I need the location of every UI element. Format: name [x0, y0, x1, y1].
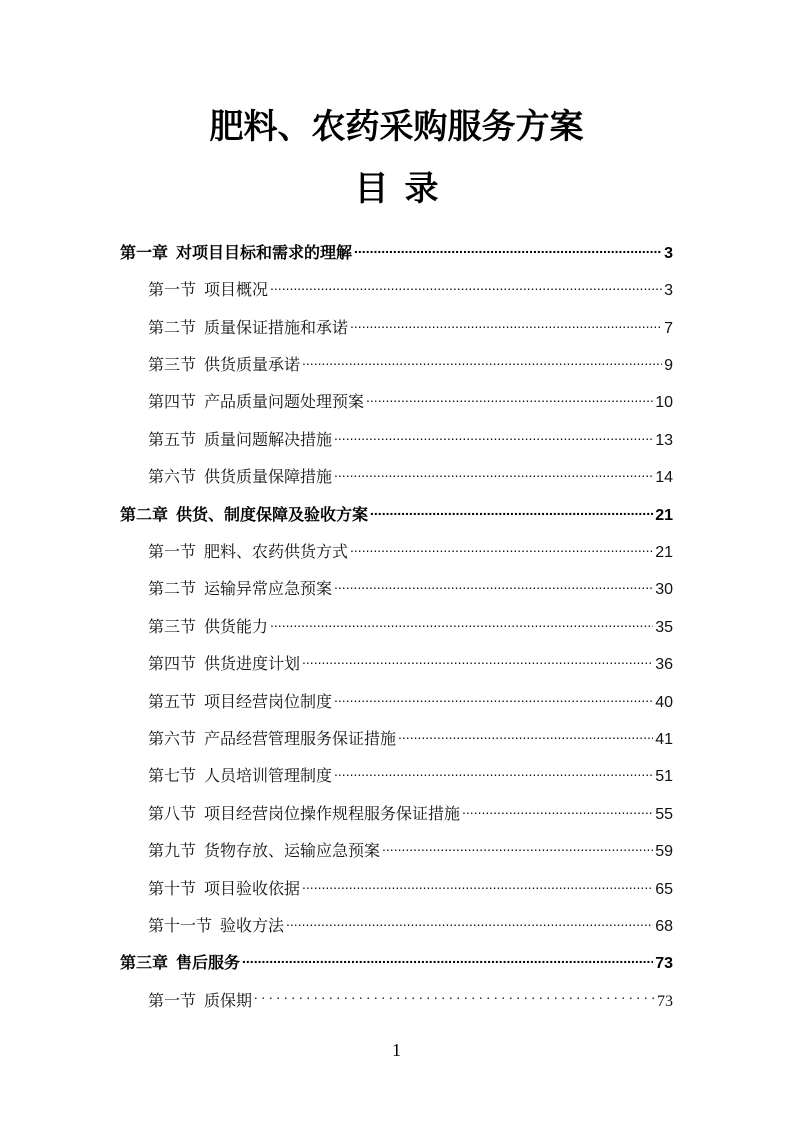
- dot-leader: [254, 980, 655, 1006]
- entry-number: 第三节: [148, 617, 197, 636]
- entry-page: 73: [657, 993, 673, 1010]
- entry-page: 9: [664, 357, 673, 374]
- toc-section[interactable]: [148, 755, 673, 785]
- toc-chapter-2[interactable]: [120, 494, 673, 524]
- dot-leader: [334, 681, 653, 707]
- entry-number: 第五节: [148, 430, 197, 449]
- dot-leader: [334, 568, 653, 594]
- entry-number: 第五节: [148, 692, 197, 711]
- entry-page: 59: [655, 843, 673, 860]
- toc-heading: [0, 166, 793, 212]
- entry-number: 第八节: [148, 804, 197, 823]
- entry-title: 质量保证措施和承诺: [204, 318, 349, 337]
- entry-title: 供货能力: [204, 617, 269, 636]
- entry-title: 项目经营岗位操作规程服务保证措施: [204, 804, 461, 823]
- entry-title: 项目经营岗位制度: [204, 692, 333, 711]
- document-title: 肥料、农药采购服务方案: [209, 107, 584, 147]
- entry-number: 第九节: [148, 841, 197, 860]
- entry-title: 供货进度计划: [204, 654, 301, 673]
- dot-leader: [334, 419, 653, 445]
- entry-number: 第六节: [148, 467, 197, 486]
- dot-leader: [334, 456, 653, 482]
- dot-leader: [350, 531, 653, 557]
- entry-page: 14: [655, 469, 673, 486]
- dot-leader: [270, 269, 662, 295]
- entry-number: 第一节: [148, 542, 197, 561]
- entry-title: 验收方法: [220, 916, 285, 935]
- toc-section[interactable]: [148, 718, 673, 748]
- dot-leader: [242, 942, 653, 968]
- toc-section[interactable]: [148, 419, 673, 449]
- toc-section[interactable]: [148, 344, 673, 374]
- entry-page: 21: [655, 507, 673, 524]
- entry-title: 人员培训管理制度: [204, 766, 333, 785]
- entry-page: 55: [655, 806, 673, 823]
- entry-page: 13: [655, 432, 673, 449]
- toc-section[interactable]: [148, 606, 673, 636]
- dot-leader: [366, 381, 653, 407]
- entry-title: 质量问题解决措施: [204, 430, 333, 449]
- entry-number: 第七节: [148, 766, 197, 785]
- entry-title: 质保期: [204, 991, 253, 1010]
- entry-page: 3: [664, 282, 673, 299]
- entry-title: 供货、制度保障及验收方案: [176, 505, 369, 524]
- entry-page: 41: [655, 731, 673, 748]
- toc-section[interactable]: [148, 531, 673, 561]
- toc-section[interactable]: [148, 568, 673, 598]
- entry-number: 第四节: [148, 392, 197, 411]
- dot-leader: [286, 905, 653, 931]
- dot-leader: [302, 643, 653, 669]
- entry-number: 第二章: [120, 505, 169, 524]
- entry-page: 10: [655, 394, 673, 411]
- page-number: 1: [392, 1040, 401, 1060]
- entry-page: 35: [655, 619, 673, 636]
- toc-section[interactable]: [148, 381, 673, 411]
- entry-title: 产品质量问题处理预案: [204, 392, 365, 411]
- entry-title: 供货质量保障措施: [204, 467, 333, 486]
- entry-title: 肥料、农药供货方式: [204, 542, 349, 561]
- entry-page: 51: [655, 768, 673, 785]
- entry-title: 供货质量承诺: [204, 355, 301, 374]
- toc-section[interactable]: [148, 269, 673, 299]
- toc-section[interactable]: [148, 868, 673, 898]
- dot-leader: [334, 755, 653, 781]
- toc-chapter-1[interactable]: [120, 232, 673, 262]
- entry-title: 项目概况: [204, 280, 269, 299]
- dot-leader: [398, 718, 653, 744]
- entry-page: 21: [655, 544, 673, 561]
- toc-section[interactable]: [148, 793, 673, 823]
- dot-leader: [302, 868, 653, 894]
- entry-number: 第二节: [148, 318, 197, 337]
- entry-number: 第一章: [120, 243, 169, 262]
- entry-page: 40: [655, 694, 673, 711]
- entry-number: 第三章: [120, 953, 169, 972]
- toc-section[interactable]: [148, 307, 673, 337]
- dot-leader: [354, 232, 662, 258]
- entry-number: 第三节: [148, 355, 197, 374]
- entry-page: 3: [664, 245, 673, 262]
- toc-heading-char: 目: [354, 169, 389, 209]
- toc-section[interactable]: [148, 830, 673, 860]
- entry-title: 产品经营管理服务保证措施: [204, 729, 397, 748]
- toc-section[interactable]: [148, 905, 673, 935]
- entry-title: 运输异常应急预案: [204, 579, 333, 598]
- toc-section[interactable]: [148, 456, 673, 486]
- entry-number: 第一节: [148, 280, 197, 299]
- dot-leader: [462, 793, 653, 819]
- entry-page: 30: [655, 581, 673, 598]
- toc-section[interactable]: [148, 643, 673, 673]
- entry-number: 第二节: [148, 579, 197, 598]
- entry-page: 68: [655, 918, 673, 935]
- toc-section[interactable]: [148, 681, 673, 711]
- entry-page: 65: [655, 881, 673, 898]
- entry-number: 第四节: [148, 654, 197, 673]
- toc-heading-char: 录: [404, 169, 439, 209]
- entry-title: 项目验收依据: [204, 879, 301, 898]
- entry-title: 对项目目标和需求的理解: [176, 243, 353, 262]
- entry-page: 36: [655, 656, 673, 673]
- dot-leader: [270, 606, 653, 632]
- entry-number: 第十节: [148, 879, 197, 898]
- entry-number: 第六节: [148, 729, 197, 748]
- dot-leader: [350, 307, 662, 333]
- entry-number: 第十一节: [148, 916, 213, 935]
- dot-leader: [370, 494, 653, 520]
- toc-chapter-3[interactable]: [120, 942, 673, 972]
- dot-leader: [382, 830, 653, 856]
- toc-section[interactable]: [148, 980, 673, 1010]
- entry-title: 售后服务: [176, 953, 241, 972]
- entry-number: 第一节: [148, 991, 197, 1010]
- entry-page: 7: [664, 320, 673, 337]
- dot-leader: [302, 344, 662, 370]
- entry-title: 货物存放、运输应急预案: [204, 841, 381, 860]
- entry-page: 73: [655, 955, 673, 972]
